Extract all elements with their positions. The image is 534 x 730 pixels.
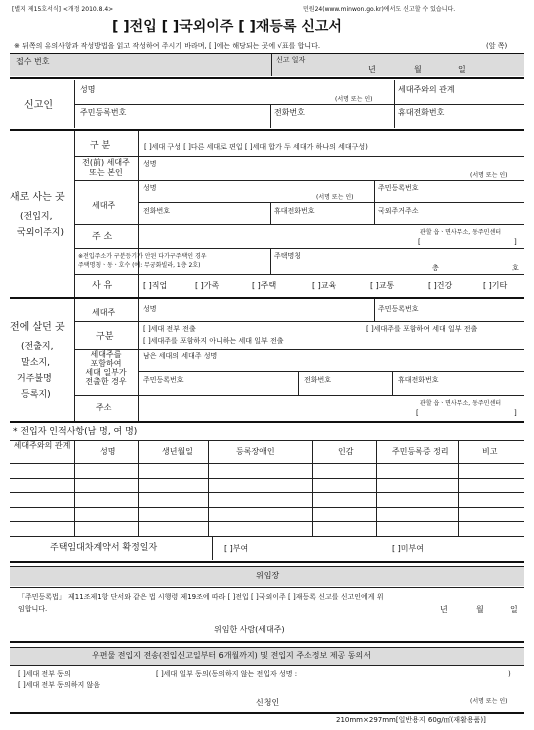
partial-label-4: 전출한 경우 xyxy=(85,377,127,386)
old-head-name-label: 성명 xyxy=(143,305,157,313)
consent-none-option[interactable]: [ ]세대 전부 동의하지 않음 xyxy=(18,681,100,689)
applicant-label: 신청인 xyxy=(256,698,280,707)
new-office-label: 관할 읍ㆍ면사무소, 동주민센터 xyxy=(420,229,502,236)
reporter-sign-note: (서명 또는 인) xyxy=(335,96,373,103)
reason-education[interactable]: [ ]교육 xyxy=(312,281,337,290)
old-office-label: 관할 읍ㆍ면사무소, 동주민센터 xyxy=(420,400,502,407)
old-address-sub1: (전출지, xyxy=(21,342,54,352)
delegation-text-1: 「주민등록법」 제11조제1항 단서와 같은 법 시행령 제19조에 따라 [ ]전입 [ ]국외이주 [ ]재등록 신고를 신고인에게 위 xyxy=(18,593,384,601)
report-date-label: 신고 일자 xyxy=(276,56,306,64)
new-office-bracket-open: [ xyxy=(418,238,421,246)
consent-all-option[interactable]: [ ]세대 전부 동의 xyxy=(18,670,71,678)
old-head-label: 세대주 xyxy=(92,308,116,317)
paper-spec: 210mm×297mm[일반용지 60g/㎡(재활용품)] xyxy=(336,716,486,724)
reason-job[interactable]: [ ]직업 xyxy=(143,281,168,290)
partial-label-1: 세대주를 xyxy=(90,350,122,359)
reporter-phone-label: 전화번호 xyxy=(274,108,305,117)
new-address-label: 새로 사는 곳 xyxy=(10,192,65,203)
lease-grant-option[interactable]: [ ]부여 xyxy=(224,544,249,553)
col-seal-header: 인감 xyxy=(338,447,354,456)
delegation-month: 월 xyxy=(476,605,484,614)
old-office-bracket-close: ] xyxy=(514,409,517,417)
report-date-day: 일 xyxy=(458,65,466,74)
new-head-label: 세대주 xyxy=(92,201,116,210)
old-option-all[interactable]: [ ]세대 전부 전출 xyxy=(143,325,196,333)
new-office-bracket-close: ] xyxy=(514,238,517,246)
old-address-sub3: 거주불명 xyxy=(17,374,52,384)
old-address-label: 전에 살던 곳 xyxy=(10,322,65,333)
delegation-year: 년 xyxy=(440,605,448,614)
remaining-mobile-label: 휴대전화번호 xyxy=(398,376,439,384)
report-date-month: 월 xyxy=(414,65,422,74)
page-side-note: (앞 쪽) xyxy=(486,42,508,50)
report-date-year: 년 xyxy=(368,65,376,74)
col-relation-header: 세대주와의 관계 xyxy=(13,441,71,450)
new-category-options: [ ]세대 구성 [ ]다른 세대로 편입 [ ]세대 합가 두 세대가 하나의 세대구성) xyxy=(144,143,368,151)
reporter-relation-label: 세대주와의 관계 xyxy=(398,85,455,94)
new-address-field-label: 주 소 xyxy=(92,232,113,242)
delegation-heading: 위임장 xyxy=(256,571,280,580)
consent-partial-close: ) xyxy=(508,670,511,678)
delegation-text-2: 임합니다. xyxy=(18,605,48,613)
receipt-number-label: 접수 번호 xyxy=(16,57,50,66)
new-head-name-label: 성명 xyxy=(143,184,157,192)
old-option-partial-without-head[interactable]: [ ]세대주를 포함하지 아니하는 세대 일부 전출 xyxy=(143,337,284,345)
foreign-address-label: 국외주거주소 xyxy=(378,207,419,215)
prev-head-sign-note: (서명 또는 인) xyxy=(470,172,508,179)
reason-housing[interactable]: [ ]주택 xyxy=(252,281,277,290)
new-category-label: 구 분 xyxy=(90,141,111,151)
unit-label: 호 xyxy=(512,264,519,272)
lease-no-grant-option[interactable]: [ ]미부여 xyxy=(392,544,424,553)
new-address-sub1: (전입지, xyxy=(20,212,53,222)
new-head-phone-label: 전화번호 xyxy=(143,207,171,215)
old-address-sub4: 등록지) xyxy=(21,390,51,400)
old-address-field-label: 주소 xyxy=(96,403,112,412)
instruction-text: ※ 뒤쪽의 유의사항과 작성방법을 읽고 작성하여 주시기 바라며, [ ]에는 해당되는 곳에 √표를 합니다. xyxy=(14,42,321,50)
house-name-label: 주택명칭 xyxy=(274,252,302,260)
col-birth-header: 생년월일 xyxy=(162,447,193,456)
delegation-day: 일 xyxy=(510,605,518,614)
multi-house-note-1: ※전입주소가 구분등기가 안된 다가구주택인 경우 xyxy=(78,253,207,260)
reason-health[interactable]: [ ]건강 xyxy=(428,281,453,290)
col-idcard-header: 주민등록증 정리 xyxy=(392,447,449,456)
partial-label-2: 포함하여 xyxy=(90,359,122,368)
prev-head-label-1: 전(前) 세대주 xyxy=(82,158,130,167)
reason-transport[interactable]: [ ]교통 xyxy=(370,281,395,290)
new-head-mobile-label: 휴대전화번호 xyxy=(274,207,315,215)
partial-label-3: 세대 일부가 xyxy=(85,368,127,377)
movers-heading: * 전입자 인적사항(남 명, 여 명) xyxy=(13,427,138,437)
reason-label: 사 유 xyxy=(92,281,113,291)
consent-sign-note: (서명 또는 인) xyxy=(470,698,508,705)
reporter-rrn-label: 주민등록번호 xyxy=(80,108,127,117)
floor-label: 층 xyxy=(432,264,439,272)
lease-date-label: 주택임대차계약서 확정일자 xyxy=(50,543,158,553)
reporter-name-label: 성명 xyxy=(80,85,96,94)
remaining-head-name-label: 남은 세대의 세대주 성명 xyxy=(143,352,218,360)
form-title: [ ]전입 [ ]국외이주 [ ]재등록 신고서 xyxy=(112,19,342,35)
online-notice: 민원24(www.minwon.go.kr)에서도 신고할 수 있습니다. xyxy=(303,6,456,13)
delegator-label: 위임한 사람(세대주) xyxy=(214,625,285,634)
new-address-sub2: 국외이주지) xyxy=(17,228,64,238)
reporter-mobile-label: 휴대전화번호 xyxy=(398,108,445,117)
prev-head-name-label: 성명 xyxy=(143,160,157,168)
old-category-label: 구분 xyxy=(96,332,114,342)
old-head-rrn-label: 주민등록번호 xyxy=(378,305,419,313)
remaining-rrn-label: 주민등록번호 xyxy=(143,376,184,384)
col-name-header: 성명 xyxy=(100,447,116,456)
reason-other[interactable]: [ ]기타 xyxy=(483,281,508,290)
consent-heading: 우편물 전입지 전송(전입신고일부터 6개월까지) 및 전입지 주소정보 제공 동의서 xyxy=(92,651,371,660)
old-address-sub2: 말소지, xyxy=(21,358,50,368)
new-head-rrn-label: 주민등록번호 xyxy=(378,184,419,192)
prev-head-label-2: 또는 본인 xyxy=(89,168,123,177)
multi-house-note-2: 주택명칭ㆍ동ㆍ호수 (예: 무궁화빌라, 1층 2호) xyxy=(78,262,201,269)
col-remarks-header: 비고 xyxy=(482,447,498,456)
col-disabled-header: 등록장애인 xyxy=(236,447,275,456)
old-office-bracket-open: [ xyxy=(416,409,419,417)
consent-partial-option[interactable]: [ ]세대 일부 동의(동의하지 않는 전입자 성명 : xyxy=(156,670,298,678)
remaining-phone-label: 전화번호 xyxy=(304,376,332,384)
reporter-label: 신고인 xyxy=(24,100,53,111)
reason-family[interactable]: [ ]가족 xyxy=(195,281,220,290)
old-option-partial-with-head[interactable]: [ ]세대주를 포함하여 세대 일부 전출 xyxy=(366,325,478,333)
new-head-sign-note: (서명 또는 인) xyxy=(316,194,354,201)
form-number: [별지 제15호서식] <개정 2010.8.4> xyxy=(12,6,114,13)
